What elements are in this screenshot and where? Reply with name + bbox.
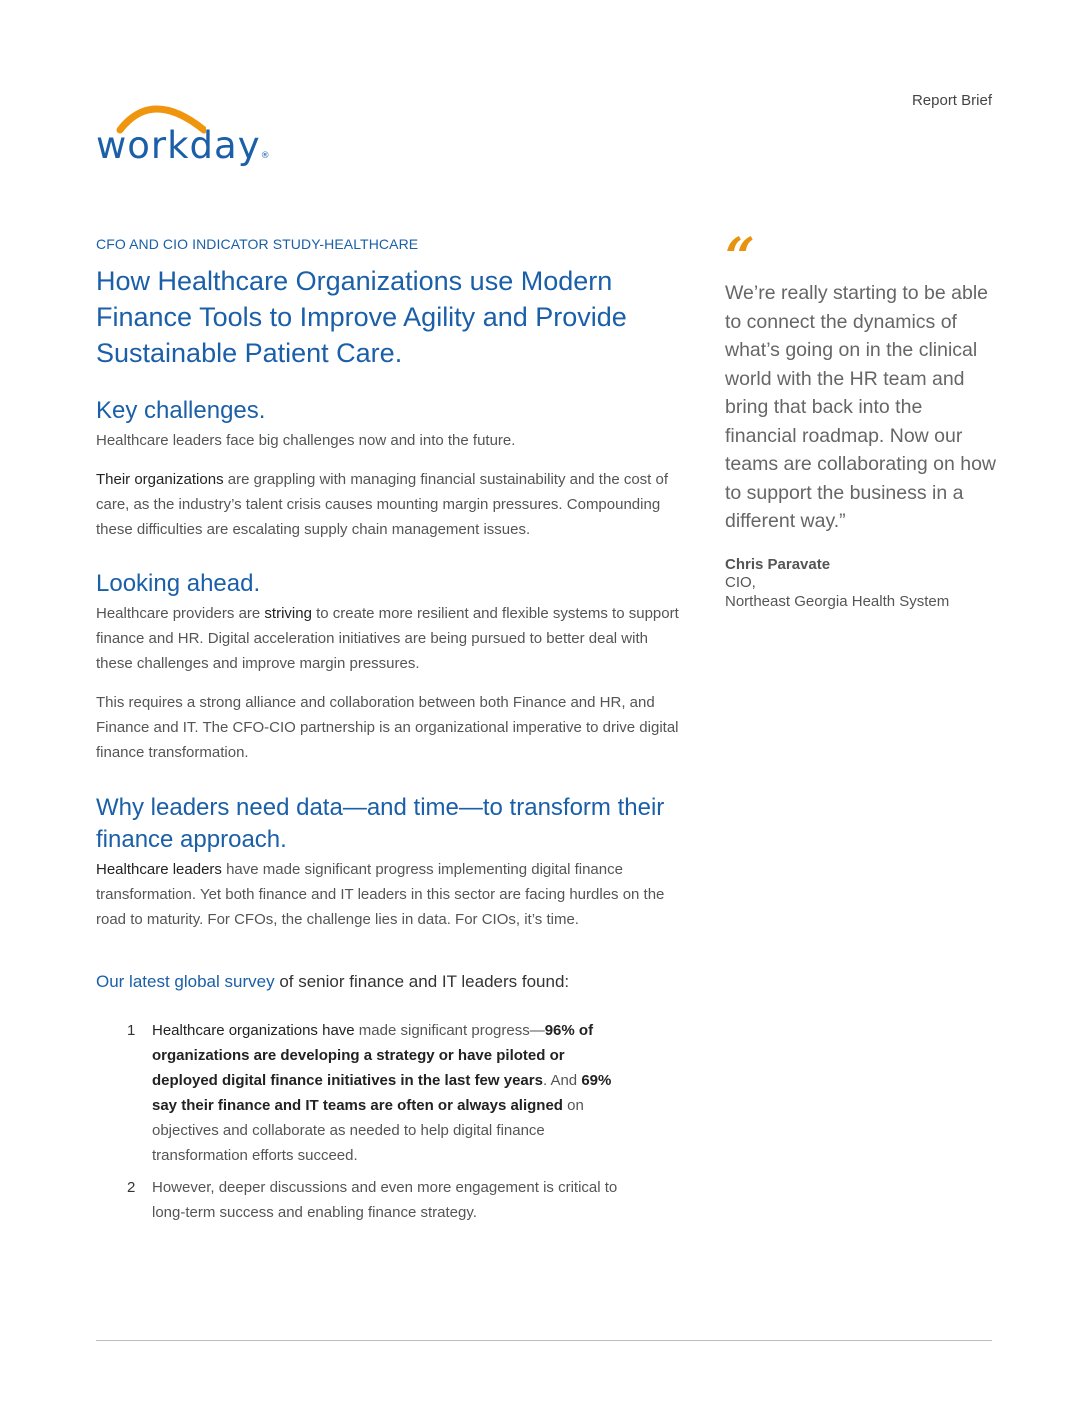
list-item-text: However, deeper discussions and even more engagement is critical to long-term success and enabling finance strategy. <box>152 1179 618 1221</box>
list-number: 2 <box>127 1179 136 1196</box>
quote-mark-icon: “ <box>725 227 755 288</box>
quote-text: We’re really starting to be able to connect the dynamics of what’s going on in the clinical world with the HR team and bring that back into the financial roadmap. Now our teams are collaborating on how to support the business in a different way.” <box>725 282 996 532</box>
survey-intro: Our latest global survey of senior finance and IT leaders found: <box>96 972 570 991</box>
heading-looking-ahead: Looking ahead. <box>96 570 261 597</box>
eyebrow: CFO AND CIO INDICATOR STUDY-HEALTHCARE <box>96 236 419 252</box>
survey-link[interactable]: Our latest global survey <box>96 972 275 991</box>
main-column <box>96 236 682 1225</box>
ahead-paragraph-2: This requires a strong alliance and collaboration between both Finance and HR, and Finance and IT. The CFO-CIO partnership is an organizational imperative to drive digital finance transformation. <box>96 694 679 761</box>
heading-key-challenges: Key challenges. <box>96 397 266 424</box>
heading-why-leaders: Why leaders need data—and time—to transform their finance approach. <box>96 794 665 853</box>
list-item <box>127 1175 682 1225</box>
logo-wordmark: workday® <box>96 124 271 167</box>
list-item <box>127 1018 682 1168</box>
quote-author-role: CIO, <box>725 573 756 591</box>
ahead-paragraph-1: Healthcare providers are striving to create more resilient and flexible systems to support finance and HR. Digital acceleration initiatives are being pursued to better deal with these challenges and improve margin pressures. <box>96 605 679 672</box>
footer-divider <box>96 1340 992 1341</box>
why-paragraph-1: Healthcare leaders have made significant progress implementing digital finance transformation. Yet both finance and IT leaders in this sector are facing hurdles on the road to maturity. For CFOs, the challenge lies in data. For CIOs, it’s time. <box>96 861 665 928</box>
pull-quote <box>725 227 997 611</box>
page-title: How Healthcare Organizations use Modern Finance Tools to Improve Agility and Provide Sustainable Patient Care. <box>96 266 627 368</box>
key-paragraph-1: Healthcare leaders face big challenges now and into the future. <box>96 432 516 449</box>
list-item-text: Healthcare organizations have made significant progress—96% of organizations are developing a strategy or have piloted or deployed digital finance initiatives in the last few years. And 69% say their finance and IT teams are often or always aligned on objectives and collaborate as needed to help digital finance transformation efforts succeed. <box>152 1022 612 1164</box>
quote-author-name: Chris Paravate <box>725 555 831 573</box>
list-number: 1 <box>127 1022 136 1039</box>
findings-list <box>96 1018 682 1225</box>
report-brief-label: Report Brief <box>911 92 992 109</box>
quote-author-org: Northeast Georgia Health System <box>725 592 950 610</box>
workday-logo <box>96 94 276 166</box>
key-paragraph-2: Their organizations are grappling with managing financial sustainability and the cost of care, as the industry’s talent crisis causes mounting margin pressures. Compounding these difficulties are escalating supply chain management issues. <box>96 471 669 538</box>
